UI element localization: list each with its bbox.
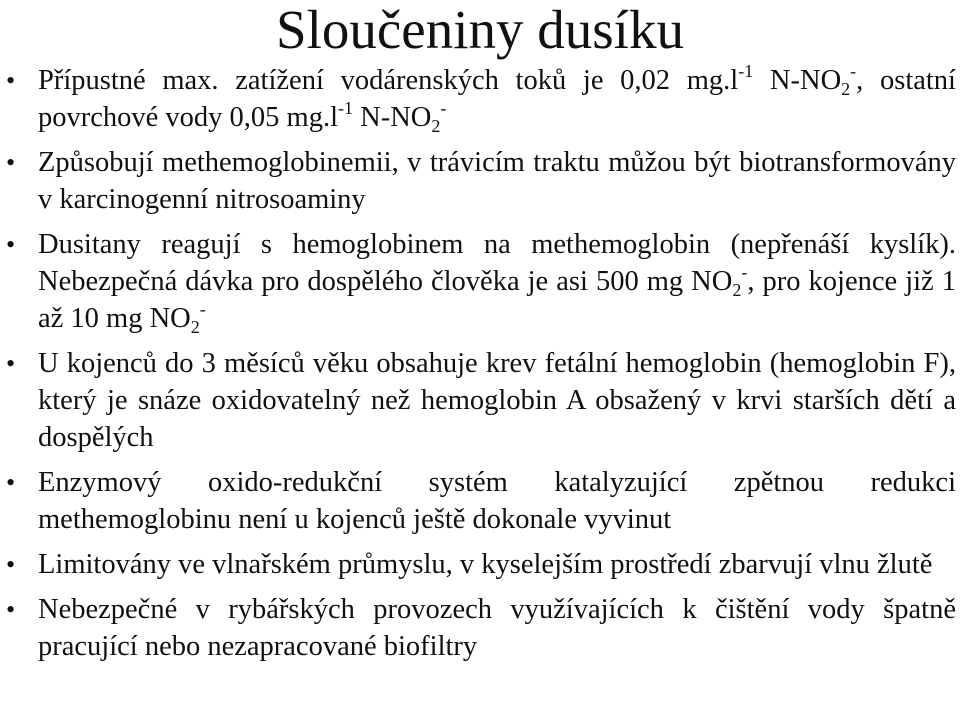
bullet-text: Přípustné max. zatížení vodárenských toků je 0,02 $mg.l^{-1}$ $N-NO_2^-$, ostatní povrchové vody 0,05 $mg.l^{-1}$ $N-NO_2^-$ <box>38 61 956 136</box>
bullet-icon: • <box>6 349 16 378</box>
bullet-text: Enzymový oxido-redukční systém katalyzující zpětnou redukci methemoglobinu není u kojenců ještě dokonale vyvinut <box>38 467 956 535</box>
bullet-item <box>0 144 960 218</box>
bullet-item <box>0 62 960 136</box>
bullet-icon: • <box>6 148 16 177</box>
bullet-item <box>0 345 960 456</box>
bullet-icon: • <box>6 595 16 624</box>
bullet-icon: • <box>6 66 16 95</box>
bullet-icon: • <box>6 230 16 259</box>
bullet-item <box>0 464 960 538</box>
bullet-text: Způsobují methemoglobinemii, v trávicím traktu můžou být biotransformovány v karcinogenní nitrosoaminy <box>38 147 956 215</box>
slide-title: Sloučeniny dusíku <box>276 0 684 60</box>
bullet-text: Nebezpečné v rybářských provozech využívajících k čištění vody špatně pracující nebo nezapracované biofiltry <box>38 594 956 662</box>
bullet-item <box>0 546 960 583</box>
bullet-text: U kojenců do 3 měsíců věku obsahuje krev fetální hemoglobin (hemoglobin F), který je snáze oxidovatelný než hemoglobin A obsažený v krvi starších dětí a dospělých <box>38 348 956 453</box>
bullet-icon: • <box>6 468 16 497</box>
bullet-item <box>0 226 960 337</box>
bullet-text: Limitovány ve vlnařském průmyslu, v kyselejším prostředí zbarvují vlnu žlutě <box>38 549 933 580</box>
bullet-list <box>0 62 960 665</box>
bullet-item <box>0 591 960 665</box>
bullet-icon: • <box>6 550 16 579</box>
bullet-text: Dusitany reagují s hemoglobinem na methemoglobin (nepřenáší kyslík). Nebezpečná dávka pro dospělého člověka je asi 500 mg $NO_2^-$, pro kojence již 1 až 10 mg $NO_2^-$ <box>38 229 956 337</box>
